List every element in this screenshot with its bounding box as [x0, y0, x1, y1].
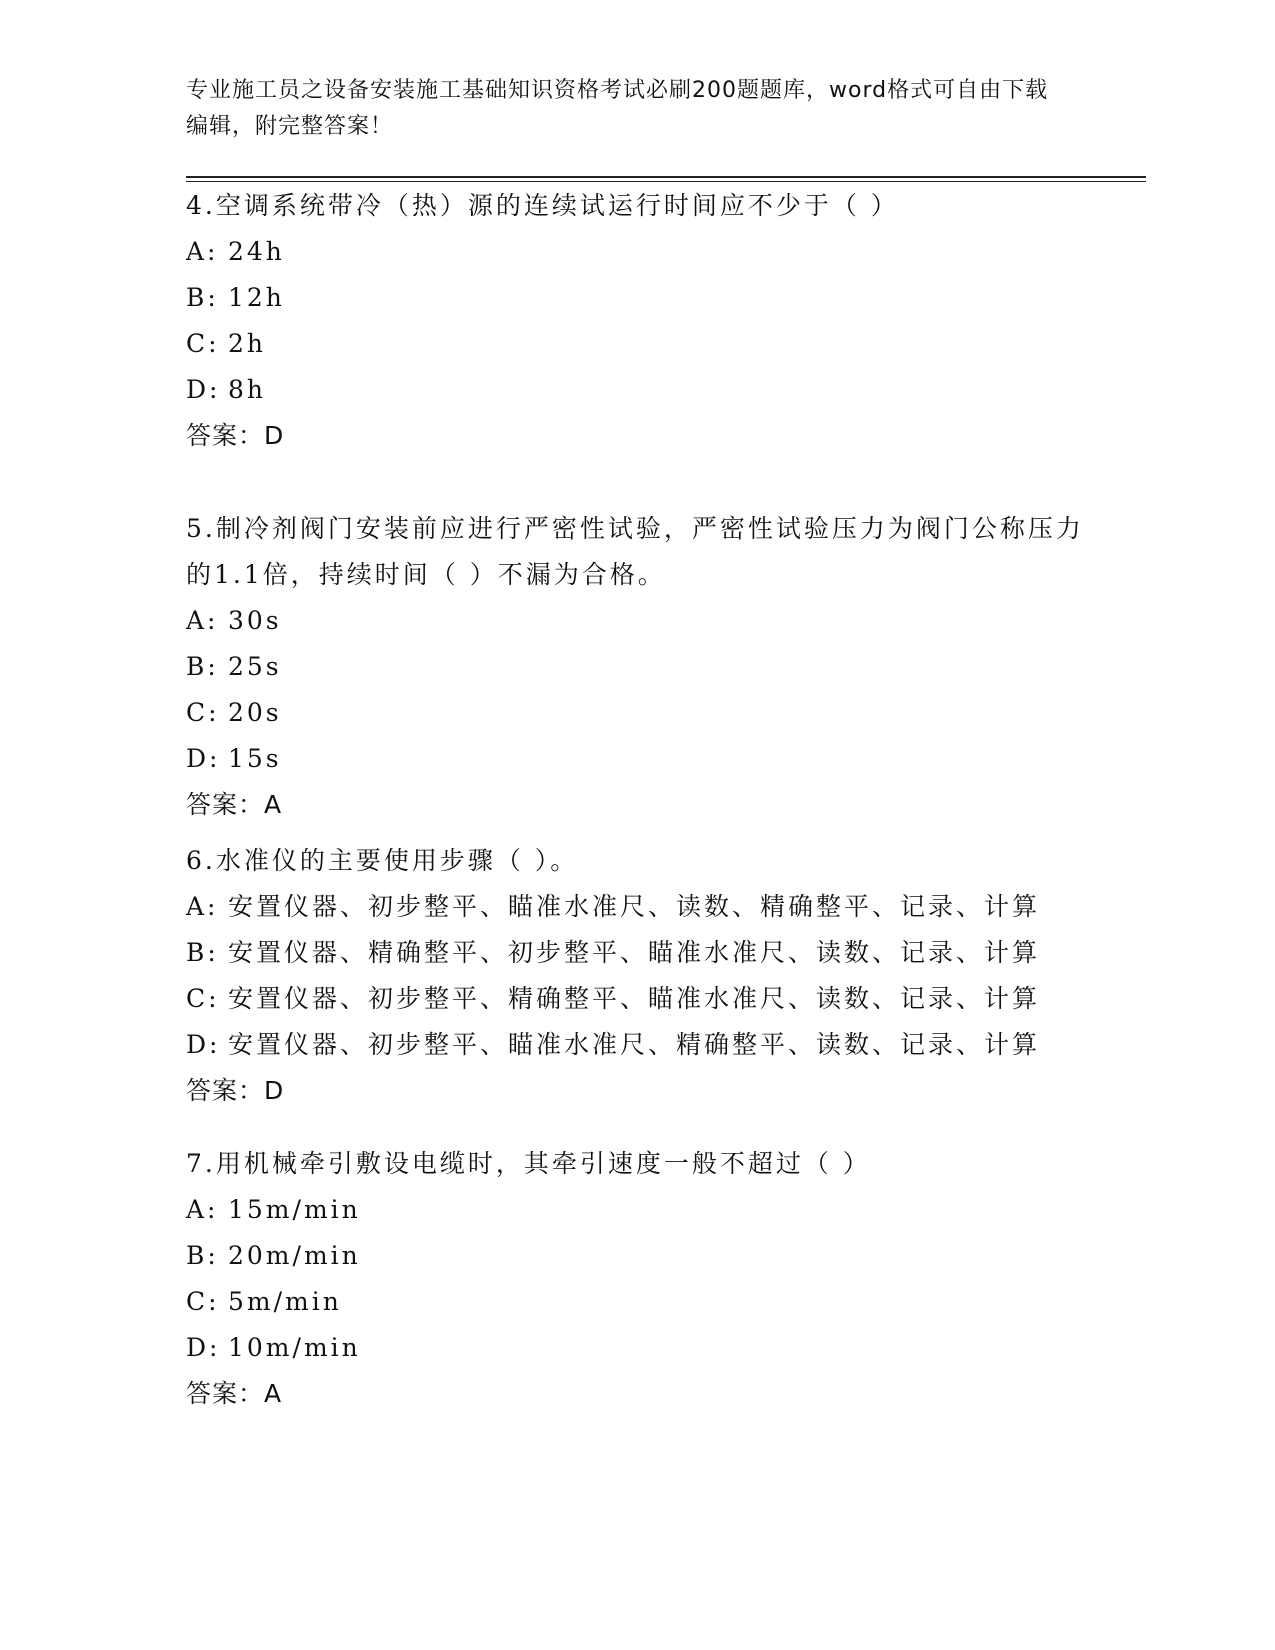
option-label: A:: [186, 1195, 219, 1224]
option-text: 15m/min: [228, 1195, 361, 1224]
question-stem: 6.水准仪的主要使用步骤（ ）。: [186, 846, 579, 875]
option-text: 20s: [228, 698, 282, 727]
option-text: 2h: [228, 329, 267, 358]
option-text: 安置仪器、初步整平、瞄准水准尺、精确整平、读数、记录、计算: [228, 1030, 1041, 1059]
option-label: B:: [186, 938, 219, 967]
option-text: 30s: [228, 606, 282, 635]
document-header: 专业施工员之设备安装施工基础知识资格考试必刷200题题库，word格式可自由下载编辑，附完整答案！: [186, 78, 1049, 139]
option-d: [186, 1325, 1086, 1371]
option-label: B:: [186, 652, 219, 681]
option-text: 15s: [228, 744, 282, 773]
question-stem: 4.空调系统带冷（热）源的连续试运行时间应不少于（ ）: [186, 191, 899, 220]
option-b: [186, 1233, 1086, 1279]
option-a: [186, 884, 1086, 930]
option-a: [186, 229, 1086, 275]
option-label: C:: [186, 329, 220, 358]
option-b: [186, 930, 1086, 976]
option-text: 24h: [228, 237, 285, 266]
answer: 答案：D: [186, 1076, 285, 1105]
header-divider-thick: [186, 176, 1146, 178]
option-text: 20m/min: [228, 1241, 361, 1270]
option-d: [186, 736, 1086, 782]
option-text: 安置仪器、精确整平、初步整平、瞄准水准尺、读数、记录、计算: [228, 938, 1041, 967]
option-label: D:: [186, 744, 221, 773]
option-c: [186, 1279, 1086, 1325]
option-label: D:: [186, 1333, 221, 1362]
option-b: [186, 275, 1086, 321]
question-4: [186, 183, 1086, 459]
option-text: 8h: [228, 375, 267, 404]
option-text: 安置仪器、初步整平、瞄准水准尺、读数、精确整平、记录、计算: [228, 892, 1041, 921]
header-divider-thin: [186, 181, 1146, 182]
option-text: 10m/min: [228, 1333, 361, 1362]
answer: 答案：A: [186, 790, 283, 819]
option-label: A:: [186, 892, 219, 921]
option-label: B:: [186, 283, 219, 312]
option-c: [186, 321, 1086, 367]
answer: 答案：A: [186, 1379, 283, 1408]
question-stem: 5.制冷剂阀门安装前应进行严密性试验，严密性试验压力为阀门公称压力的1.1倍，持续时间（ ）不漏为合格。: [186, 514, 1084, 589]
option-label: B:: [186, 1241, 219, 1270]
question-7: [186, 1141, 1086, 1417]
option-a: [186, 598, 1086, 644]
question-6: [186, 838, 1086, 1114]
option-label: A:: [186, 606, 219, 635]
question-stem: 7.用机械牵引敷设电缆时，其牵引速度一般不超过（ ）: [186, 1149, 871, 1178]
option-label: D:: [186, 1030, 221, 1059]
answer: 答案：D: [186, 421, 285, 450]
option-d: [186, 367, 1086, 413]
option-d: [186, 1022, 1086, 1068]
option-text: 安置仪器、初步整平、精确整平、瞄准水准尺、读数、记录、计算: [228, 984, 1041, 1013]
option-text: 12h: [228, 283, 285, 312]
option-c: [186, 690, 1086, 736]
option-label: D:: [186, 375, 221, 404]
option-text: 5m/min: [228, 1287, 342, 1316]
option-label: C:: [186, 698, 220, 727]
option-text: 25s: [228, 652, 282, 681]
question-5: [186, 506, 1086, 828]
option-label: C:: [186, 984, 220, 1013]
option-c: [186, 976, 1086, 1022]
option-a: [186, 1187, 1086, 1233]
option-label: C:: [186, 1287, 220, 1316]
option-b: [186, 644, 1086, 690]
option-label: A:: [186, 237, 219, 266]
